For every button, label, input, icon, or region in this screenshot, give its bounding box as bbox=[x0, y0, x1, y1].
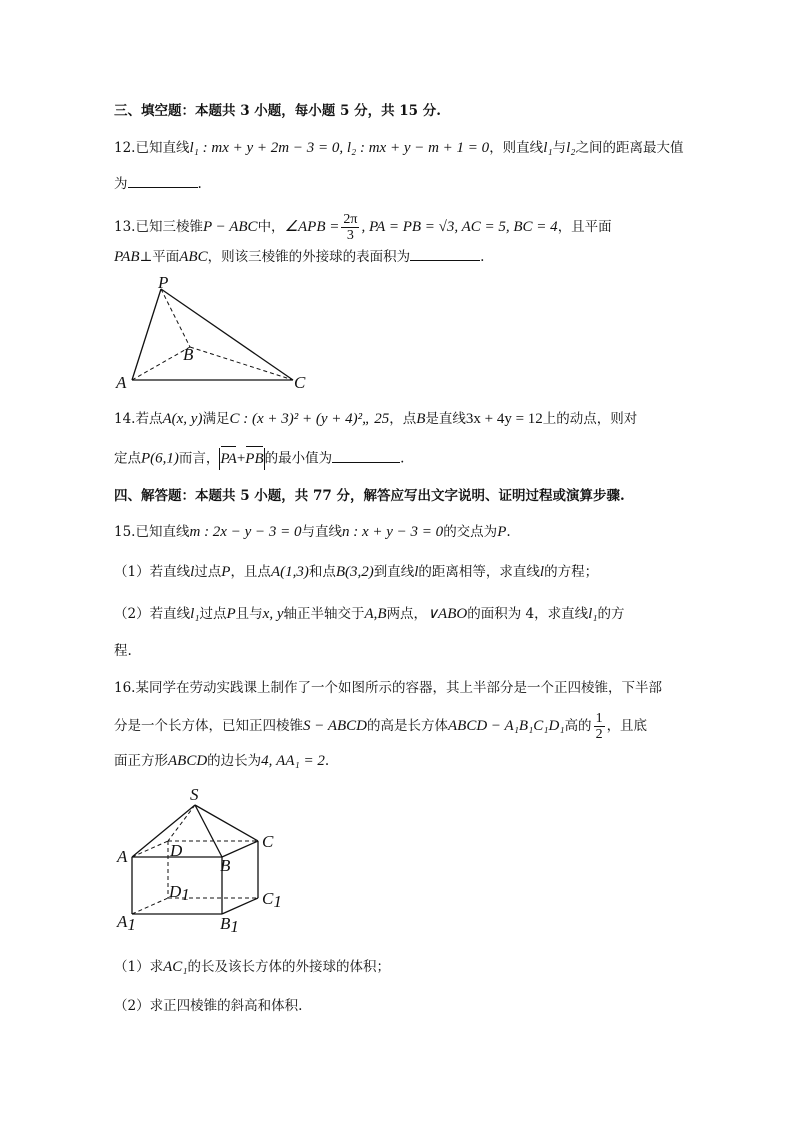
label-C1-main: C bbox=[262, 889, 274, 908]
q15-xy: x, y bbox=[262, 606, 284, 622]
q15-p2-prefix: （2）若直线 bbox=[114, 606, 191, 622]
q16-line3-prefix: 面正方形 bbox=[114, 753, 168, 769]
q14-answer-blank[interactable] bbox=[332, 450, 400, 463]
q15-l1: l₁ bbox=[190, 606, 200, 622]
q16-p2: （2）求正四棱锥的斜高和体积. bbox=[114, 998, 303, 1014]
edge-BC bbox=[222, 841, 258, 857]
q15-p2-p: P bbox=[226, 606, 236, 622]
q14-plus: + bbox=[236, 450, 246, 467]
section-4-title: 四、解答题：本题共 5 小题，共 77 分，解答应写出文字说明、证明过程或演算步骤. bbox=[114, 488, 625, 504]
q15-l1-2: l₁ bbox=[588, 606, 598, 622]
section-3-title: 三、填空题：本题共 3 小题，每小题 5 分，共 15 分. bbox=[114, 103, 441, 119]
q15-end: . bbox=[506, 524, 511, 540]
q13-angle: ∠APB = bbox=[284, 219, 340, 235]
label-A1-main: A bbox=[117, 912, 128, 931]
question-15-part-2-cont bbox=[114, 641, 132, 661]
q15-p1-and: ，且点 bbox=[230, 564, 271, 580]
q15-p1-end: 的方程； bbox=[544, 564, 599, 580]
question-16-part-1 bbox=[114, 957, 390, 977]
q16-p1-suffix: 的长及该长方体的外接球的体积； bbox=[187, 959, 390, 975]
section-3-heading bbox=[114, 101, 441, 121]
label-C1 bbox=[262, 889, 282, 911]
q14-line2-suffix: 的最小值为 bbox=[264, 450, 333, 467]
label-A: A bbox=[117, 847, 128, 866]
q16-line2-mid: 的高是长方体 bbox=[367, 718, 449, 734]
q15-p2-two: 两点， bbox=[386, 606, 428, 622]
label-D1-sub: 1 bbox=[181, 885, 190, 904]
question-16-line-1 bbox=[114, 678, 662, 698]
q14-line-eq: 3x + 4y = 12 bbox=[465, 411, 543, 427]
q15-point-a: A(1,3) bbox=[270, 564, 309, 580]
q14-prefix: 14.若点 bbox=[114, 411, 163, 427]
label-C: C bbox=[294, 373, 306, 392]
q15-p1-p: P bbox=[221, 564, 231, 580]
q15-with: 与直线 bbox=[301, 524, 342, 540]
edge-PB bbox=[161, 289, 190, 347]
q15-p1-and2: 和点 bbox=[308, 564, 336, 580]
edge-PC bbox=[161, 289, 293, 380]
edge-BC bbox=[190, 347, 293, 380]
q12-prefix: 12.已知直线 bbox=[114, 140, 190, 156]
q14-point-a: A(x, y) bbox=[162, 411, 203, 427]
q15-p: P bbox=[497, 524, 507, 540]
q13-zhong: 中， bbox=[257, 219, 285, 235]
q16-frac-num: 1 bbox=[595, 711, 603, 726]
q14-circle: C : (x + 3)² + (y + 4)²„ 25 bbox=[229, 411, 390, 427]
q14-satisfy: 满足 bbox=[202, 411, 230, 427]
section-4-heading bbox=[114, 486, 625, 506]
q15-p2-pass: 过点 bbox=[199, 606, 227, 622]
q13-frac-den: 3 bbox=[346, 228, 354, 243]
q16-line3-end: . bbox=[324, 753, 330, 769]
question-15-part-2 bbox=[114, 604, 624, 624]
q15-line-n: n : x + y − 3 = 0 bbox=[342, 524, 444, 540]
q15-point-b: B(3,2) bbox=[335, 564, 374, 580]
label-D1 bbox=[168, 882, 190, 904]
label-B1-main: B bbox=[220, 914, 231, 933]
q13-frac-num: 2π bbox=[343, 212, 358, 227]
q12-line2-prefix: 为 bbox=[114, 176, 128, 192]
q13-lengths: , PA = PB = √3, AC = 5, BC = 4 bbox=[361, 219, 558, 235]
question-14-line-2 bbox=[114, 448, 404, 470]
q14-line2-mid: 而言， bbox=[178, 450, 220, 467]
q16-frac-den: 2 bbox=[595, 727, 603, 742]
label-C: C bbox=[262, 832, 274, 851]
vector-pa: PA bbox=[220, 450, 237, 467]
q13-line2-text: ，则该三棱锥的外接球的表面积为 bbox=[207, 249, 411, 265]
q16-square: ABCD bbox=[168, 753, 208, 769]
q16-line3-val: 4, AA₁ = 2 bbox=[261, 753, 325, 769]
q13-prefix: 13.已知三棱锥 bbox=[114, 219, 203, 235]
q15-l: l bbox=[190, 564, 195, 580]
q16-line1: 16.某同学在劳动实践课上制作了一个如图所示的容器，其上半部分是一个正四棱锥，下半部 bbox=[114, 680, 662, 696]
q15-p1-prefix: （1）若直线 bbox=[114, 564, 191, 580]
question-13-line-1 bbox=[114, 212, 612, 243]
q15-l-3: l bbox=[539, 564, 545, 580]
label-D1-main: D bbox=[169, 882, 182, 901]
label-A1 bbox=[116, 912, 136, 934]
q12-mid: ，则直线 bbox=[489, 140, 544, 156]
question-16-part-2 bbox=[114, 996, 302, 1016]
label-B: B bbox=[220, 856, 231, 875]
q14-line2-prefix: 定点 bbox=[114, 450, 141, 467]
q15-p2-axes: 轴正半轴交于 bbox=[283, 606, 365, 622]
question-15-part-1 bbox=[114, 562, 598, 582]
edge-AD bbox=[132, 841, 168, 857]
question-12-line-2 bbox=[114, 174, 202, 194]
q15-p2-area: 的面积为 4，求直线 bbox=[467, 606, 589, 622]
q15-p2-fang: 的方 bbox=[597, 606, 625, 622]
q15-l-2: l bbox=[414, 564, 419, 580]
label-D: D bbox=[170, 841, 183, 860]
q14-b: B bbox=[416, 411, 426, 427]
q16-p1-prefix: （1）求 bbox=[114, 959, 164, 975]
q15-triangle: ∨ABO bbox=[427, 606, 468, 622]
label-B1 bbox=[220, 914, 239, 936]
q12-suffix: 之间的距离最大值 bbox=[575, 140, 684, 156]
q16-line2-high: 高的 bbox=[564, 718, 592, 734]
q13-fraction bbox=[341, 212, 359, 243]
q14-mid: ，点 bbox=[389, 411, 417, 427]
label-B: B bbox=[183, 345, 194, 364]
q13-perp: ⊥平面 bbox=[139, 249, 180, 265]
label-P: P bbox=[158, 273, 169, 292]
q14-suffix: 上的动点，则对 bbox=[542, 411, 638, 427]
q14-on-line: 是直线 bbox=[425, 411, 466, 427]
q13-suffix: ，且平面 bbox=[557, 219, 612, 235]
question-13-line-2 bbox=[114, 247, 484, 267]
q16-line2-suffix: ，且底 bbox=[606, 718, 648, 734]
edge-B1C1 bbox=[222, 898, 258, 914]
q15-p1-pass: 过点 bbox=[194, 564, 222, 580]
q13-answer-blank[interactable] bbox=[410, 248, 480, 261]
q16-fraction bbox=[594, 711, 605, 742]
label-A: A bbox=[116, 373, 127, 392]
q13-plane-pab: PAB bbox=[114, 249, 140, 265]
q16-line3-mid: 的边长为 bbox=[207, 753, 262, 769]
question-14-line-1 bbox=[114, 409, 637, 429]
q15-p1-equal: 的距离相等，求直线 bbox=[418, 564, 540, 580]
question-16-line-2 bbox=[114, 711, 647, 742]
q16-box: ABCD − A₁B₁C₁D₁ bbox=[448, 718, 565, 734]
q15-p1-dist: 到直线 bbox=[373, 564, 415, 580]
q12-with: 与 bbox=[552, 140, 567, 156]
q15-p2-line2: 程. bbox=[114, 643, 132, 659]
q16-line2-prefix: 分是一个长方体，已知正四棱锥 bbox=[114, 718, 303, 734]
edge-SA bbox=[132, 805, 195, 857]
label-B1-sub: 1 bbox=[230, 917, 239, 936]
q13-pyramid-figure bbox=[110, 270, 320, 395]
label-S: S bbox=[190, 785, 199, 804]
q16-container-figure bbox=[110, 784, 310, 936]
question-15-line-1 bbox=[114, 522, 511, 542]
q12-line2-end: . bbox=[197, 176, 202, 192]
label-A1-sub: 1 bbox=[127, 915, 136, 934]
edge-A1D1 bbox=[132, 898, 168, 914]
q15-line-m: m : 2x − y − 3 = 0 bbox=[189, 524, 302, 540]
q12-answer-blank[interactable] bbox=[128, 175, 198, 188]
q13-line2-end: . bbox=[480, 249, 485, 265]
q16-pyramid: S − ABCD bbox=[303, 718, 368, 734]
question-12-line-1 bbox=[114, 138, 683, 158]
question-16-line-3 bbox=[114, 751, 329, 771]
q15-suffix: 的交点为 bbox=[443, 524, 498, 540]
q15-ab: A,B bbox=[364, 606, 387, 622]
q16-ac1: AC₁ bbox=[163, 959, 188, 975]
q13-pyramid: P − ABC bbox=[202, 219, 258, 235]
q15-p2-with: 且与 bbox=[235, 606, 263, 622]
q14-line2-end: . bbox=[400, 450, 405, 467]
q12-formula: l₁ : mx + y + 2m − 3 = 0, l₂ : mx + y − m + 1 = 0 bbox=[189, 140, 490, 156]
q12-l2: l₂ bbox=[566, 140, 576, 156]
q14-point-p: P(6,1) bbox=[141, 450, 179, 467]
edge-SD bbox=[168, 805, 195, 841]
q15-prefix: 15.已知直线 bbox=[114, 524, 190, 540]
vector-pb: PB bbox=[245, 450, 264, 467]
label-C1-sub: 1 bbox=[273, 892, 282, 911]
q12-l1: l₁ bbox=[543, 140, 553, 156]
q13-plane-abc: ABC bbox=[179, 249, 208, 265]
